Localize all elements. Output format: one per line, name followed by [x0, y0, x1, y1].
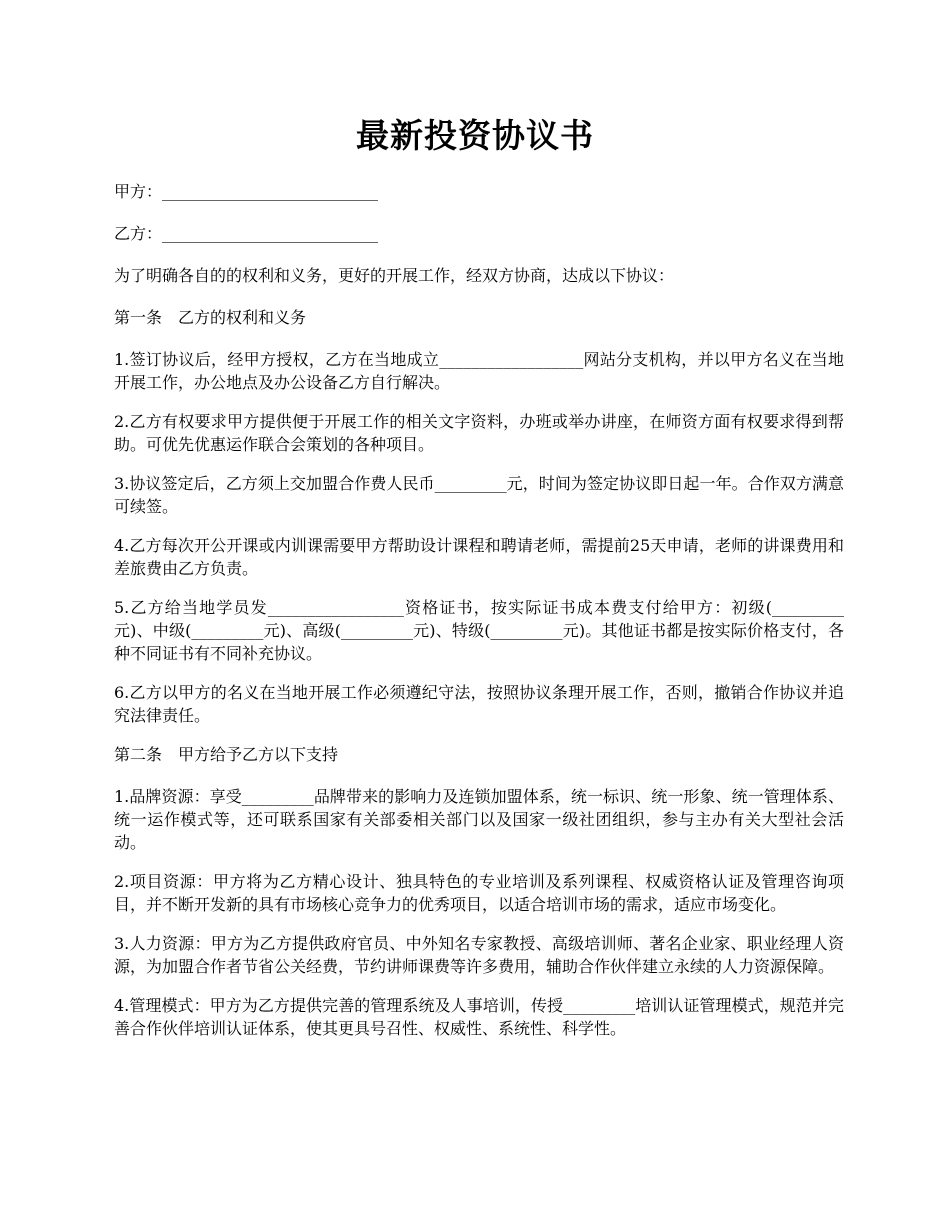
party-a-line: 甲方：___________________________	[114, 182, 379, 201]
intro-paragraph: 为了明确各自的的权利和义务，更好的开展工作，经双方协商，达成以下协议：	[114, 266, 675, 285]
article-1-clause: 3.协议签定后，乙方须上交加盟合作费人民币_________元，时间为签定协议即日起一年。合作双方满意可续签。	[114, 474, 844, 516]
article-2-clause: 3.人力资源：甲方为乙方提供政府官员、中外知名专家教授、高级培训师、著名企业家、职业经理人资源，为加盟合作者节省公关经费，节约讲师课费等许多费用，辅助合作伙伴建立永续的人力资源保障。	[114, 934, 844, 976]
party-b-line: 乙方：___________________________	[114, 224, 379, 243]
article-2-clause: 2.项目资源：甲方将为乙方精心设计、独具特色的专业培训及系列课程、权威资格认证及管理咨询项目，并不断开发新的具有市场核心竞争力的优秀项目，以适合培训市场的需求，适应市场变化。	[114, 872, 844, 914]
article-1-clause: 6.乙方以甲方的名义在当地开展工作必须遵纪守法，按照协议条理开展工作，否则，撤销合作协议并追究法律责任。	[114, 683, 844, 725]
article-2-heading: 第二条 甲方给予乙方以下支持	[114, 745, 339, 764]
article-2-clause: 1.品牌资源：享受_________品牌带来的影响力及连锁加盟体系，统一标识、统一形象、统一管理体系、统一运作模式等，还可联系国家有关部委相关部门以及国家一级社团组织，参与主办有关大型社会活动。	[114, 787, 844, 852]
document-title: 最新投资协议书	[356, 116, 594, 155]
article-1-clause: 4.乙方每次开公开课或内训课需要甲方帮助设计课程和聘请老师，需提前25天申请，老师的讲课费用和差旅费由乙方负责。	[114, 536, 844, 578]
article-1-clause: 1.签订协议后，经甲方授权，乙方在当地成立__________________网站分支机构，并以甲方名义在当地开展工作，办公地点及办公设备乙方自行解决。	[114, 350, 844, 392]
article-1-clause: 5.乙方给当地学员发_________________资格证书，按实际证书成本费支付给甲方：初级(_________元)、中级(_________元)、高级(_________元)、特级(_________元)。其他证书都是按实际价格支付，各种不同证书有不同补充协议。	[114, 598, 844, 663]
document-body	[114, 180, 844, 1056]
article-1-heading: 第一条 乙方的权利和义务	[114, 308, 307, 327]
article-2-clause: 4.管理模式：甲方为乙方提供完善的管理系统及人事培训，传授_________培训认证管理模式，规范并完善合作伙伴培训认证体系，使其更具号召性、权威性、系统性、科学性。	[114, 996, 844, 1038]
article-1-clause: 2.乙方有权要求甲方提供便于开展工作的相关文字资料，办班或举办讲座，在师资方面有权要求得到帮助。可优先优惠运作联合会策划的各种项目。	[114, 412, 844, 454]
